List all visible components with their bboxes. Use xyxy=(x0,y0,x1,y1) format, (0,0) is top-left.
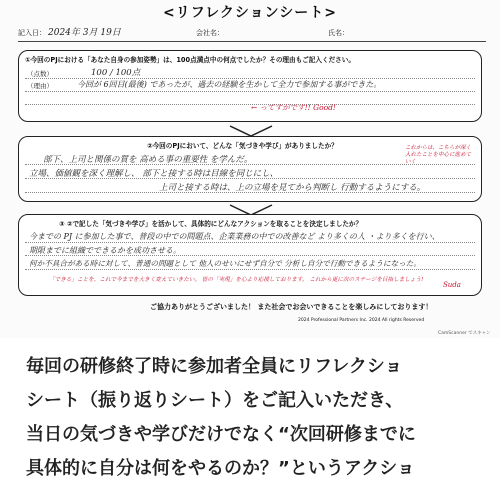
q3-line-2: 期限までに組織でできるかを成功させる。 xyxy=(29,246,181,255)
q3-line-3: 何か不具合がある時に対して、普通の問題として 他人のせいにせず自分で 分析し自分で行動できるようになった。 xyxy=(29,259,421,268)
meta-row xyxy=(18,27,486,42)
scanner-watermark: CamScanner でスキャン xyxy=(438,331,491,336)
caption-line-4: 具体的に自分は何をやるのか？”というアクショ xyxy=(26,458,415,479)
answer-line xyxy=(25,242,475,243)
q3-feedback: 「できる」ことを、これで今までを大きく変えていきたい。 皆の「実現」を心より応援しております。 これから更に次のステージを目指しましょう! xyxy=(49,277,424,283)
q2-line-2: 立場、価値観を深く理解し、 部下と接する時は目線を同じにし、 xyxy=(29,169,279,179)
caption-line-3: 当日の気づきや学びだけでなく“次回研修までに xyxy=(26,424,416,445)
q2-line-3: 上司と接する時は、上の立場を見てから判断し 行動するようにする。 xyxy=(159,183,426,193)
question-3-text: ③ ②で記した「気づきや学び」を活かして、具体的にどんなアクションを取ることを決定しましたか？ xyxy=(59,220,363,228)
name-label: 氏名： xyxy=(328,29,349,37)
question-1-box xyxy=(18,50,482,122)
copyright: 2024 Professional Partners Inc. 2024 All rights Reserved xyxy=(298,318,425,323)
q2-feedback: これからは、こちらが深く入れたことを中心に進めていく xyxy=(405,145,472,165)
caption-text xyxy=(26,350,486,486)
signature: Suda xyxy=(443,281,461,289)
closing-message: ご協力ありがとうございました！ また社会でお会いできることを楽しみにしております！ xyxy=(150,303,433,311)
q2-line-1: 部下、上司と関係の質を 高める事の重要性 を学んだ。 xyxy=(43,155,253,165)
question-1-text: ①今回のPJにおける「あなた自身の参加姿勢」は、100点満点中の何点でしたか？その理由もご記入ください。 xyxy=(25,56,355,64)
q3-line-1: 今までの PJ に参加した事で、普段の中での問題点、企業業務の中での改善など より多くの人 ・より多くを行い、 xyxy=(29,232,440,241)
q1-feedback: ← ってすがです!! Good! xyxy=(251,103,336,112)
answer-line xyxy=(25,269,475,270)
q1-answer: 今回が 6回目(最後) であったが、過去の経験を生かして全力で参加する事ができた。 xyxy=(77,80,382,89)
answer-line xyxy=(25,178,475,179)
date-label: 記入日： xyxy=(18,29,46,37)
reason-label: （理由） xyxy=(27,82,53,90)
caption-line-2: シート（振り返りシート）をご記入いただき、 xyxy=(26,390,404,411)
question-3-box xyxy=(18,214,482,296)
answer-line xyxy=(25,192,475,193)
question-2-text: ②今回のPJにおいて、どんな「気づきや学び」がありましたか？ xyxy=(147,142,338,150)
company-label: 会社名： xyxy=(196,29,224,37)
answer-line xyxy=(25,91,475,92)
answer-line xyxy=(25,255,475,256)
score-label: （点数） xyxy=(27,70,53,78)
question-2-box xyxy=(18,136,482,202)
date-value: 2024年 3月 19日 xyxy=(48,28,121,38)
score-value: 100 / 100点 xyxy=(91,68,141,78)
caption-line-1: 毎回の研修終了時に参加者全員にリフレクショ xyxy=(26,356,403,377)
sheet-title: <リフレクションシート> xyxy=(163,5,337,21)
answer-line xyxy=(25,104,475,105)
